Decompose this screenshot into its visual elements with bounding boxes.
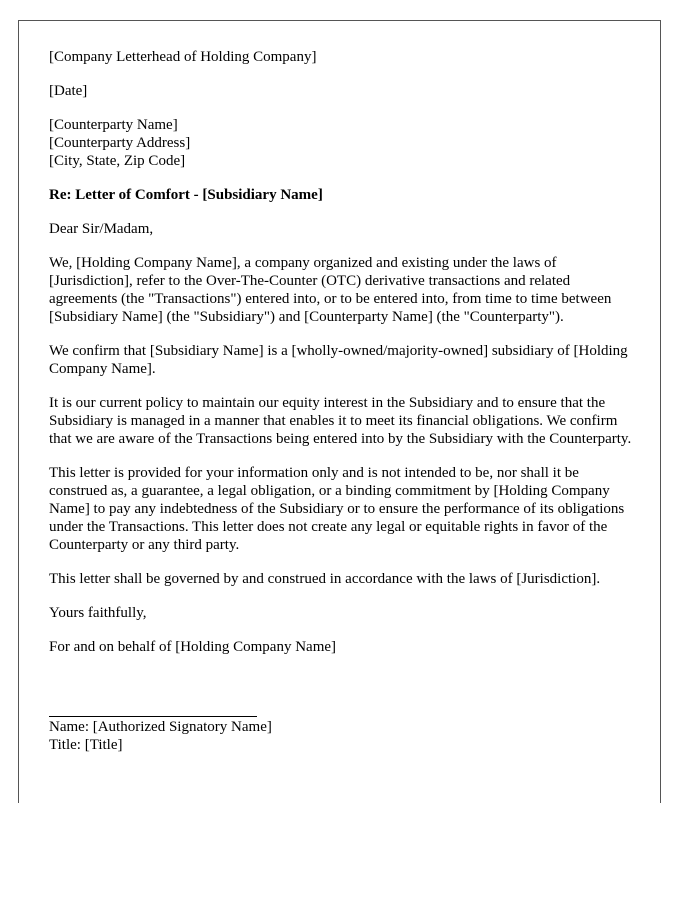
closing: Yours faithfully, (49, 605, 147, 621)
paragraph-governing-law: This letter shall be governed by and construed in accordance with the laws of [Jurisdiction]. (49, 571, 601, 587)
signature-space (49, 672, 639, 716)
recipient-address: [Counterparty Address] (49, 135, 191, 151)
recipient-name: [Counterparty Name] (49, 117, 178, 133)
letter-date: [Date] (49, 83, 88, 99)
signatory-title: Title: [Title] (49, 737, 123, 753)
recipient-address-block (49, 116, 639, 170)
signature-line (49, 716, 257, 717)
letter-body (49, 48, 639, 754)
signature-block (49, 716, 639, 754)
on-behalf-line: For and on behalf of [Holding Company Name] (49, 639, 337, 655)
signatory-name: Name: [Authorized Signatory Name] (49, 719, 272, 735)
paragraph-introduction: We, [Holding Company Name], a company organized and existing under the laws of [Jurisdiction], refer to the Over-The-Counter (OTC) derivative transactions and related agreements (the "Transactions") entered into, or to be entered into, from time to time between [Subsidiary Name] (the "Subsidiary") and [Counterparty Name] (the "Counterparty"). (49, 255, 612, 325)
salutation: Dear Sir/Madam, (49, 221, 154, 237)
paragraph-disclaimer: This letter is provided for your information only and is not intended to be, nor shall it be construed as, a guarantee, a legal obligation, or a binding commitment by [Holding Company Name] to pay any indebtedness of the Subsidiary or to ensure the performance of its obligations under the Transactions. This letter does not create any legal or equitable rights in favor of the Counterparty or any third party. (49, 465, 625, 553)
paragraph-policy: It is our current policy to maintain our equity interest in the Subsidiary and to ensure that the Subsidiary is managed in a manner that enables it to meet its financial obligations. We confirm that we are aware of the Transactions being entered into by the Subsidiary with the Counterparty. (49, 395, 632, 447)
subject-line: Re: Letter of Comfort - [Subsidiary Name] (49, 187, 323, 203)
letterhead: [Company Letterhead of Holding Company] (49, 49, 317, 65)
recipient-city-state-zip: [City, State, Zip Code] (49, 153, 186, 169)
paragraph-ownership: We confirm that [Subsidiary Name] is a [wholly-owned/majority-owned] subsidiary of [Holding Company Name]. (49, 343, 628, 377)
letter-page (18, 20, 661, 803)
